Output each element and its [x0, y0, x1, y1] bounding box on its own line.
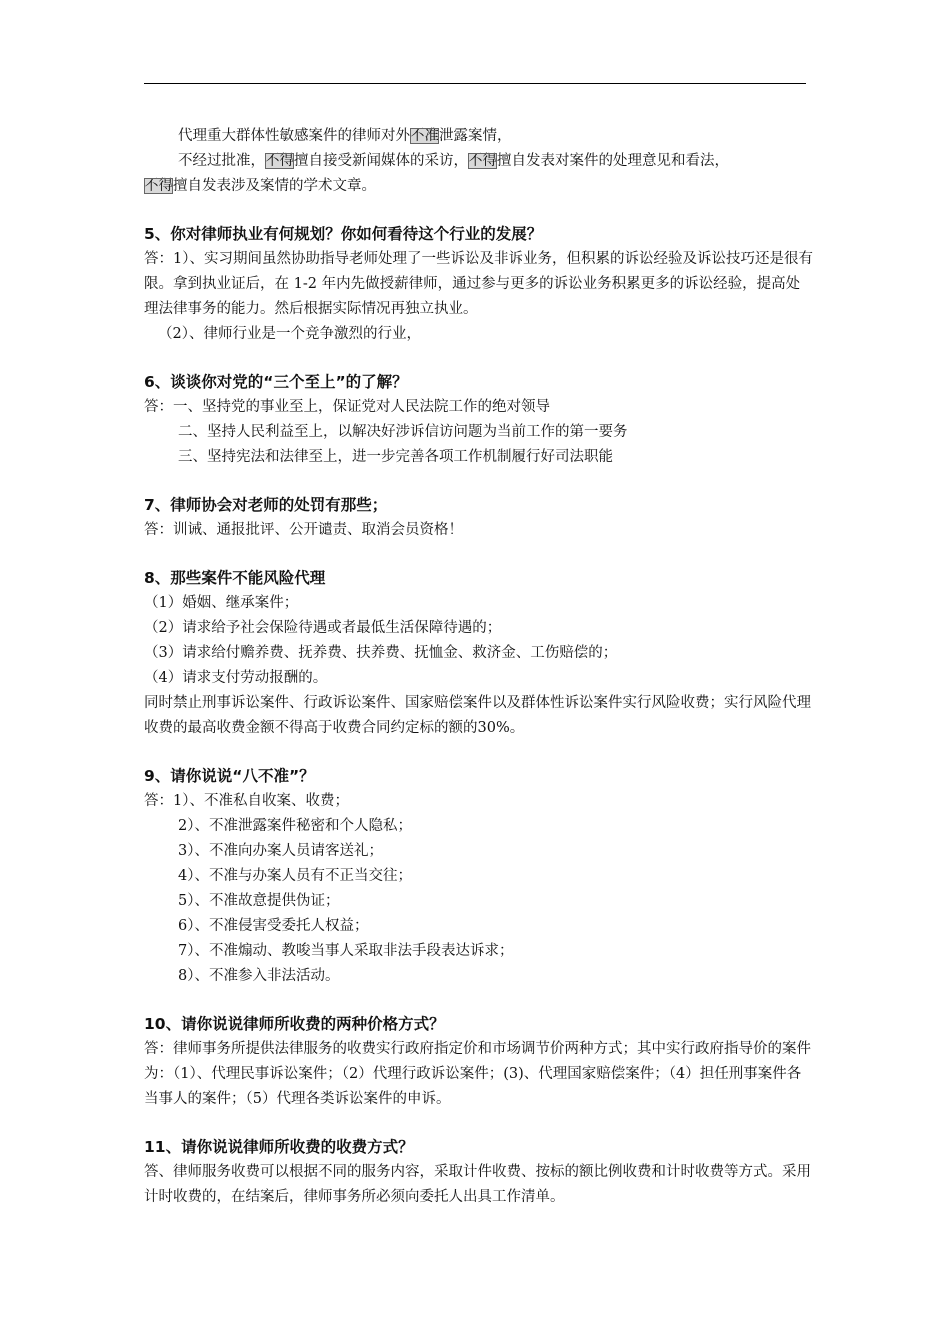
- intro-line-1: [144, 124, 814, 149]
- highlighted-term: 不准: [410, 128, 439, 144]
- question-9-item: 7）、不准煽动、教唆当事人采取非法手段表达诉求；: [178, 943, 514, 959]
- highlighted-term: 不得: [144, 178, 173, 194]
- question-10-answer: 答：律师事务所提供法律服务的收费实行政府指定价和市场调节价两种方式；其中实行政府指导价的案件为：（1）、代理民事诉讼案件；（2）代理行政诉讼案件；(3)、代理国家赔偿案件；（4）担任刑事案件各当事人的案件；（5）代理各类诉讼案件的申诉。: [144, 1041, 811, 1107]
- question-5-heading: 5、你对律师执业有何规划？你如何看待这个行业的发展？: [144, 225, 543, 243]
- question-11-answer: 答、律师服务收费可以根据不同的服务内容，采取计件收费、按标的额比例收费和计时收费等方式。采用计时收费的，在结案后，律师事务所必须向委托人出具工作清单。: [144, 1164, 811, 1205]
- text-run: 擅自发表涉及案情的学术文章。: [173, 178, 376, 194]
- question-9-item: 2）、不准泄露案件秘密和个人隐私；: [178, 818, 412, 834]
- question-9-item: 4）、不准与办案人员有不正当交往；: [178, 868, 412, 884]
- highlighted-term: 不得: [468, 153, 497, 169]
- question-9-heading: 9、请你说说“八不准”？: [144, 767, 315, 785]
- header-rule: [144, 83, 806, 84]
- question-5-answer: 答：1）、实习期间虽然协助指导老师处理了一些诉讼及非诉业务，但积累的诉讼经验及诉讼技巧还是很有限。拿到执业证后，在 1-2 年内先做授薪律师，通过参与更多的诉讼业务积累更多的诉讼经验，提高处理法律事务的能力。然后根据实际情况再独立执业。: [144, 251, 813, 317]
- question-6-item: 二、坚持人民利益至上，以解决好涉诉信访问题为当前工作的第一要务: [178, 424, 628, 440]
- question-7-heading: 7、律师协会对老师的处罚有那些；: [144, 496, 388, 514]
- question-9-item: 5）、不准故意提供伪证；: [178, 893, 340, 909]
- question-6-item: 答：一、坚持党的事业至上，保证党对人民法院工作的绝对领导: [144, 399, 550, 415]
- question-8-heading: 8、那些案件不能风险代理: [144, 569, 326, 587]
- question-8-item: （1）婚姻、继承案件；: [144, 595, 299, 611]
- text-run: 泄露案情，: [439, 128, 512, 144]
- question-10-heading: 10、请你说说律师所收费的两种价格方式？: [144, 1015, 445, 1033]
- question-5-point-2: （2）、律师行业是一个竞争激烈的行业，: [158, 326, 421, 342]
- question-9-item: 3）、不准向办案人员请客送礼；: [178, 843, 383, 859]
- highlighted-term: 不得: [265, 153, 294, 169]
- question-6-heading: 6、谈谈你对党的“三个至上”的了解？: [144, 373, 408, 391]
- text-run: 擅自发表对案件的处理意见和看法，: [497, 153, 729, 169]
- question-8-item: （3）请求给付赡养费、抚养费、扶养费、抚恤金、救济金、工伤赔偿的；: [144, 645, 618, 661]
- question-9-item: 6）、不准侵害受委托人权益；: [178, 918, 369, 934]
- document-body: [144, 124, 814, 1210]
- question-11-heading: 11、请你说说律师所收费的收费方式？: [144, 1138, 414, 1156]
- question-9-item: 8）、不准参入非法活动。: [178, 968, 340, 984]
- question-6-item: 三、坚持宪法和法律至上，进一步完善各项工作机制履行好司法职能: [178, 449, 613, 465]
- question-8-item: （4）请求支付劳动报酬的。: [144, 670, 328, 686]
- question-8-note: 同时禁止刑事诉讼案件、行政诉讼案件、国家赔偿案件以及群体性诉讼案件实行风险收费；实行风险代理收费的最高收费金额不得高于收费合同约定标的额的30%。: [144, 695, 811, 736]
- question-8-item: （2）请求给予社会保险待遇或者最低生活保障待遇的；: [144, 620, 502, 636]
- question-9-item: 答：1）、不准私自收案、收费；: [144, 793, 349, 809]
- intro-line-2: [144, 149, 814, 199]
- question-7-answer: 答：训诫、通报批评、公开谴责、取消会员资格！: [144, 522, 463, 538]
- text-run: 擅自接受新闻媒体的采访，: [294, 153, 468, 169]
- text-run: 代理重大群体性敏感案件的律师对外: [178, 128, 410, 144]
- text-run: 不经过批准，: [178, 153, 265, 169]
